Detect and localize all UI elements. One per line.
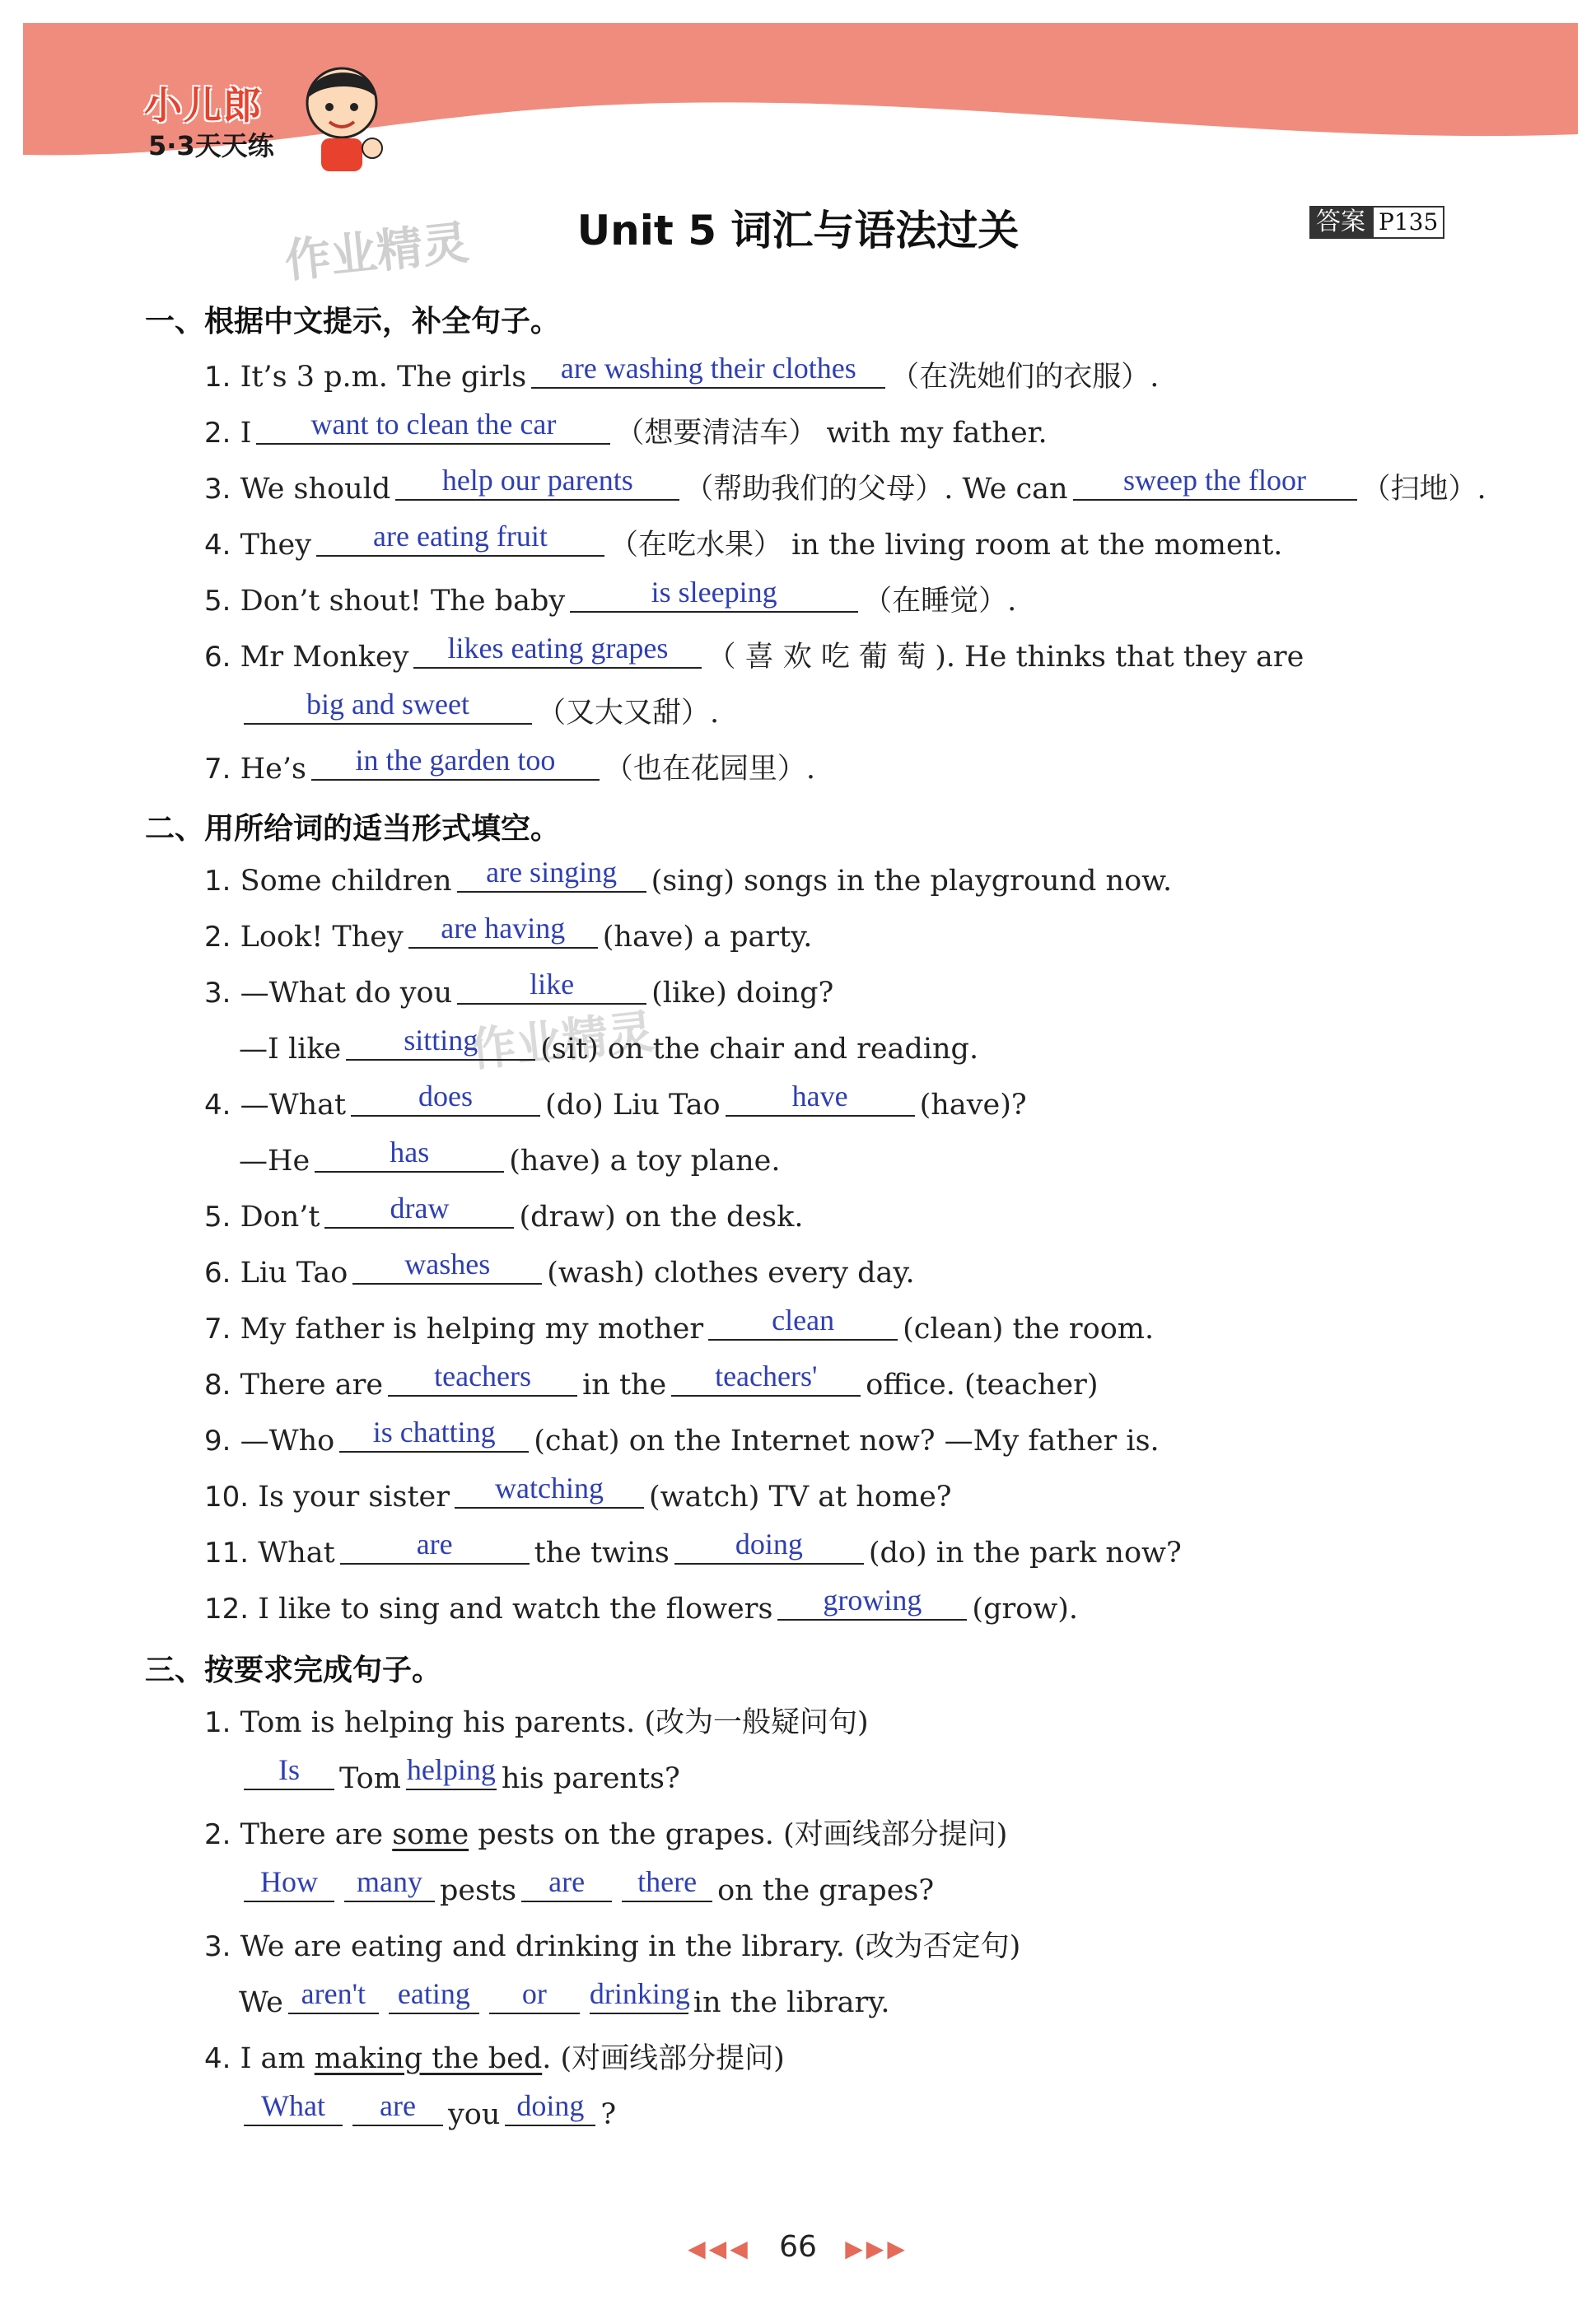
page-title: Unit 5 词汇与语法过关 bbox=[576, 207, 1020, 254]
answer-blank: helping bbox=[406, 1751, 497, 1790]
answer-blank: What bbox=[244, 2087, 343, 2126]
prev-arrows-icon: ◀◀◀ bbox=[688, 2235, 751, 2262]
question-line: 6. Mr Monkey likes eating grapes （ 喜 欢 吃 葡 萄 ). He thinks that they are bbox=[204, 632, 1304, 682]
answer-blank: sitting bbox=[346, 1021, 535, 1061]
answer-blank: aren't bbox=[288, 1975, 379, 2014]
question-line: 4. I am making the bed. (对画线部分提问) bbox=[204, 2042, 785, 2075]
question-line: 5. Don’t shout! The baby is sleeping （在睡觉）. bbox=[204, 576, 1016, 626]
answer-blank: washes bbox=[352, 1245, 542, 1285]
answer-blank: doing bbox=[505, 2087, 595, 2126]
answer-blank: Is bbox=[244, 1751, 334, 1790]
question-line: 4. They are eating fruit （在吃水果） in the living room at the moment. bbox=[204, 520, 1282, 570]
answer-blank: are bbox=[340, 1525, 530, 1565]
answer-blank: big and sweet bbox=[244, 685, 532, 725]
question-line: 5. Don’t draw (draw) on the desk. bbox=[204, 1192, 803, 1242]
question-line: —He has (have) a toy plane. bbox=[239, 1136, 780, 1186]
answer-blank: many bbox=[344, 1863, 435, 1902]
answer-blank: are washing their clothes bbox=[531, 349, 885, 389]
question-line: 12. I like to sing and watch the flowers growing (grow). bbox=[204, 1584, 1078, 1634]
answer-blank: are singing bbox=[457, 853, 646, 893]
answer-blank: has bbox=[315, 1133, 504, 1173]
answer-blank: in the garden too bbox=[311, 741, 600, 781]
answer-blank: are bbox=[521, 1863, 612, 1902]
answer-blank: or bbox=[489, 1975, 580, 2014]
answer-blank: draw bbox=[324, 1189, 514, 1229]
page-number: 66 bbox=[779, 2230, 817, 2264]
answer-blank: have bbox=[726, 1077, 915, 1117]
question-line: 2. Look! They are having (have) a party. bbox=[204, 912, 812, 962]
question-line: 1. It’s 3 p.m. The girls are washing their clothes （在洗她们的衣服）. bbox=[204, 352, 1159, 402]
answer-blank: want to clean the car bbox=[256, 405, 610, 445]
answer-blank: likes eating grapes bbox=[413, 629, 702, 669]
answer-blank: sweep the floor bbox=[1073, 461, 1357, 501]
answer-blank: eating bbox=[389, 1975, 479, 2014]
answer-blank: teachers' bbox=[671, 1357, 861, 1397]
question-line: 1. Some children are singing (sing) songs in the playground now. bbox=[204, 856, 1172, 906]
answer-blank: drinking bbox=[590, 1975, 688, 2014]
answer-blank: help our parents bbox=[395, 461, 679, 501]
brand-logo: 小儿郎 bbox=[144, 83, 263, 128]
question-line: 2. There are some pests on the grapes. (对画线部分提问) bbox=[204, 1818, 1008, 1851]
section-heading: 二、用所给词的适当形式填空。 bbox=[145, 812, 561, 846]
next-arrows-icon: ▶▶▶ bbox=[845, 2235, 908, 2262]
question-line: We aren't eating or drinking in the library. bbox=[239, 1978, 890, 2027]
question-line: What are you doing ? bbox=[239, 2090, 616, 2139]
question-line: 7. He’s in the garden too （也在花园里）. bbox=[204, 744, 815, 794]
question-line: big and sweet （又大又甜）. bbox=[239, 688, 719, 738]
underlined-word: making the bed bbox=[314, 2042, 543, 2075]
answer-blank: there bbox=[622, 1863, 712, 1902]
answer-blank: are having bbox=[408, 909, 598, 949]
series-name: 5·3天天练 bbox=[148, 130, 274, 161]
question-line: 3. We should help our parents （帮助我们的父母）. We can sweep the floor （扫地）. bbox=[204, 464, 1486, 514]
answer-blank: is chatting bbox=[339, 1413, 529, 1453]
question-line: 11. What are the twins doing (do) in the park now? bbox=[204, 1528, 1182, 1578]
question-line: Is Tom helping his parents? bbox=[239, 1754, 680, 1803]
answer-blank: does bbox=[351, 1077, 540, 1117]
question-line: 9. —Who is chatting (chat) on the Internet now? —My father is. bbox=[204, 1416, 1160, 1466]
answer-blank: growing bbox=[777, 1581, 967, 1621]
answer-blank: How bbox=[244, 1863, 334, 1902]
answer-blank: are bbox=[352, 2087, 443, 2126]
underlined-word: some bbox=[392, 1818, 469, 1851]
question-line: 2. I want to clean the car （想要清洁车） with my father. bbox=[204, 408, 1048, 458]
question-line: 3. We are eating and drinking in the library. (改为否定句) bbox=[204, 1930, 1021, 1963]
question-line: 8. There are teachers in the teachers' office. (teacher) bbox=[204, 1360, 1099, 1410]
section-heading: 一、根据中文提示，补全句子。 bbox=[145, 305, 561, 338]
section-heading: 三、按要求完成句子。 bbox=[145, 1654, 442, 1687]
answer-page-tag bbox=[1309, 206, 1444, 239]
answer-blank: clean bbox=[708, 1301, 898, 1341]
question-line: 7. My father is helping my mother clean (clean) the room. bbox=[204, 1304, 1154, 1354]
answer-blank: are eating fruit bbox=[316, 517, 604, 557]
answer-page-number: P135 bbox=[1372, 206, 1444, 239]
answer-tag-label: 答案 bbox=[1309, 206, 1372, 239]
question-line: 10. Is your sister watching (watch) TV at home? bbox=[204, 1472, 952, 1522]
page-footer bbox=[0, 2230, 1596, 2264]
mascot-icon bbox=[296, 58, 387, 173]
answer-blank: is sleeping bbox=[570, 573, 858, 613]
question-line: —I like sitting (sit) on the chair and reading. bbox=[239, 1024, 978, 1074]
watermark: 作业精灵 bbox=[467, 1005, 657, 1078]
answer-blank: like bbox=[457, 965, 646, 1005]
answer-blank: doing bbox=[674, 1525, 864, 1565]
answer-blank: teachers bbox=[388, 1357, 577, 1397]
answer-blank: watching bbox=[455, 1469, 644, 1509]
question-line: How many pests are there on the grapes? bbox=[239, 1866, 934, 1915]
question-line: 3. —What do you like (like) doing? bbox=[204, 968, 833, 1018]
question-line: 4. —What does (do) Liu Tao have (have)? bbox=[204, 1080, 1027, 1130]
question-line: 6. Liu Tao washes (wash) clothes every day. bbox=[204, 1248, 915, 1298]
watermark: 作业精灵 bbox=[282, 216, 472, 289]
question-line: 1. Tom is helping his parents. (改为一般疑问句) bbox=[204, 1706, 869, 1739]
